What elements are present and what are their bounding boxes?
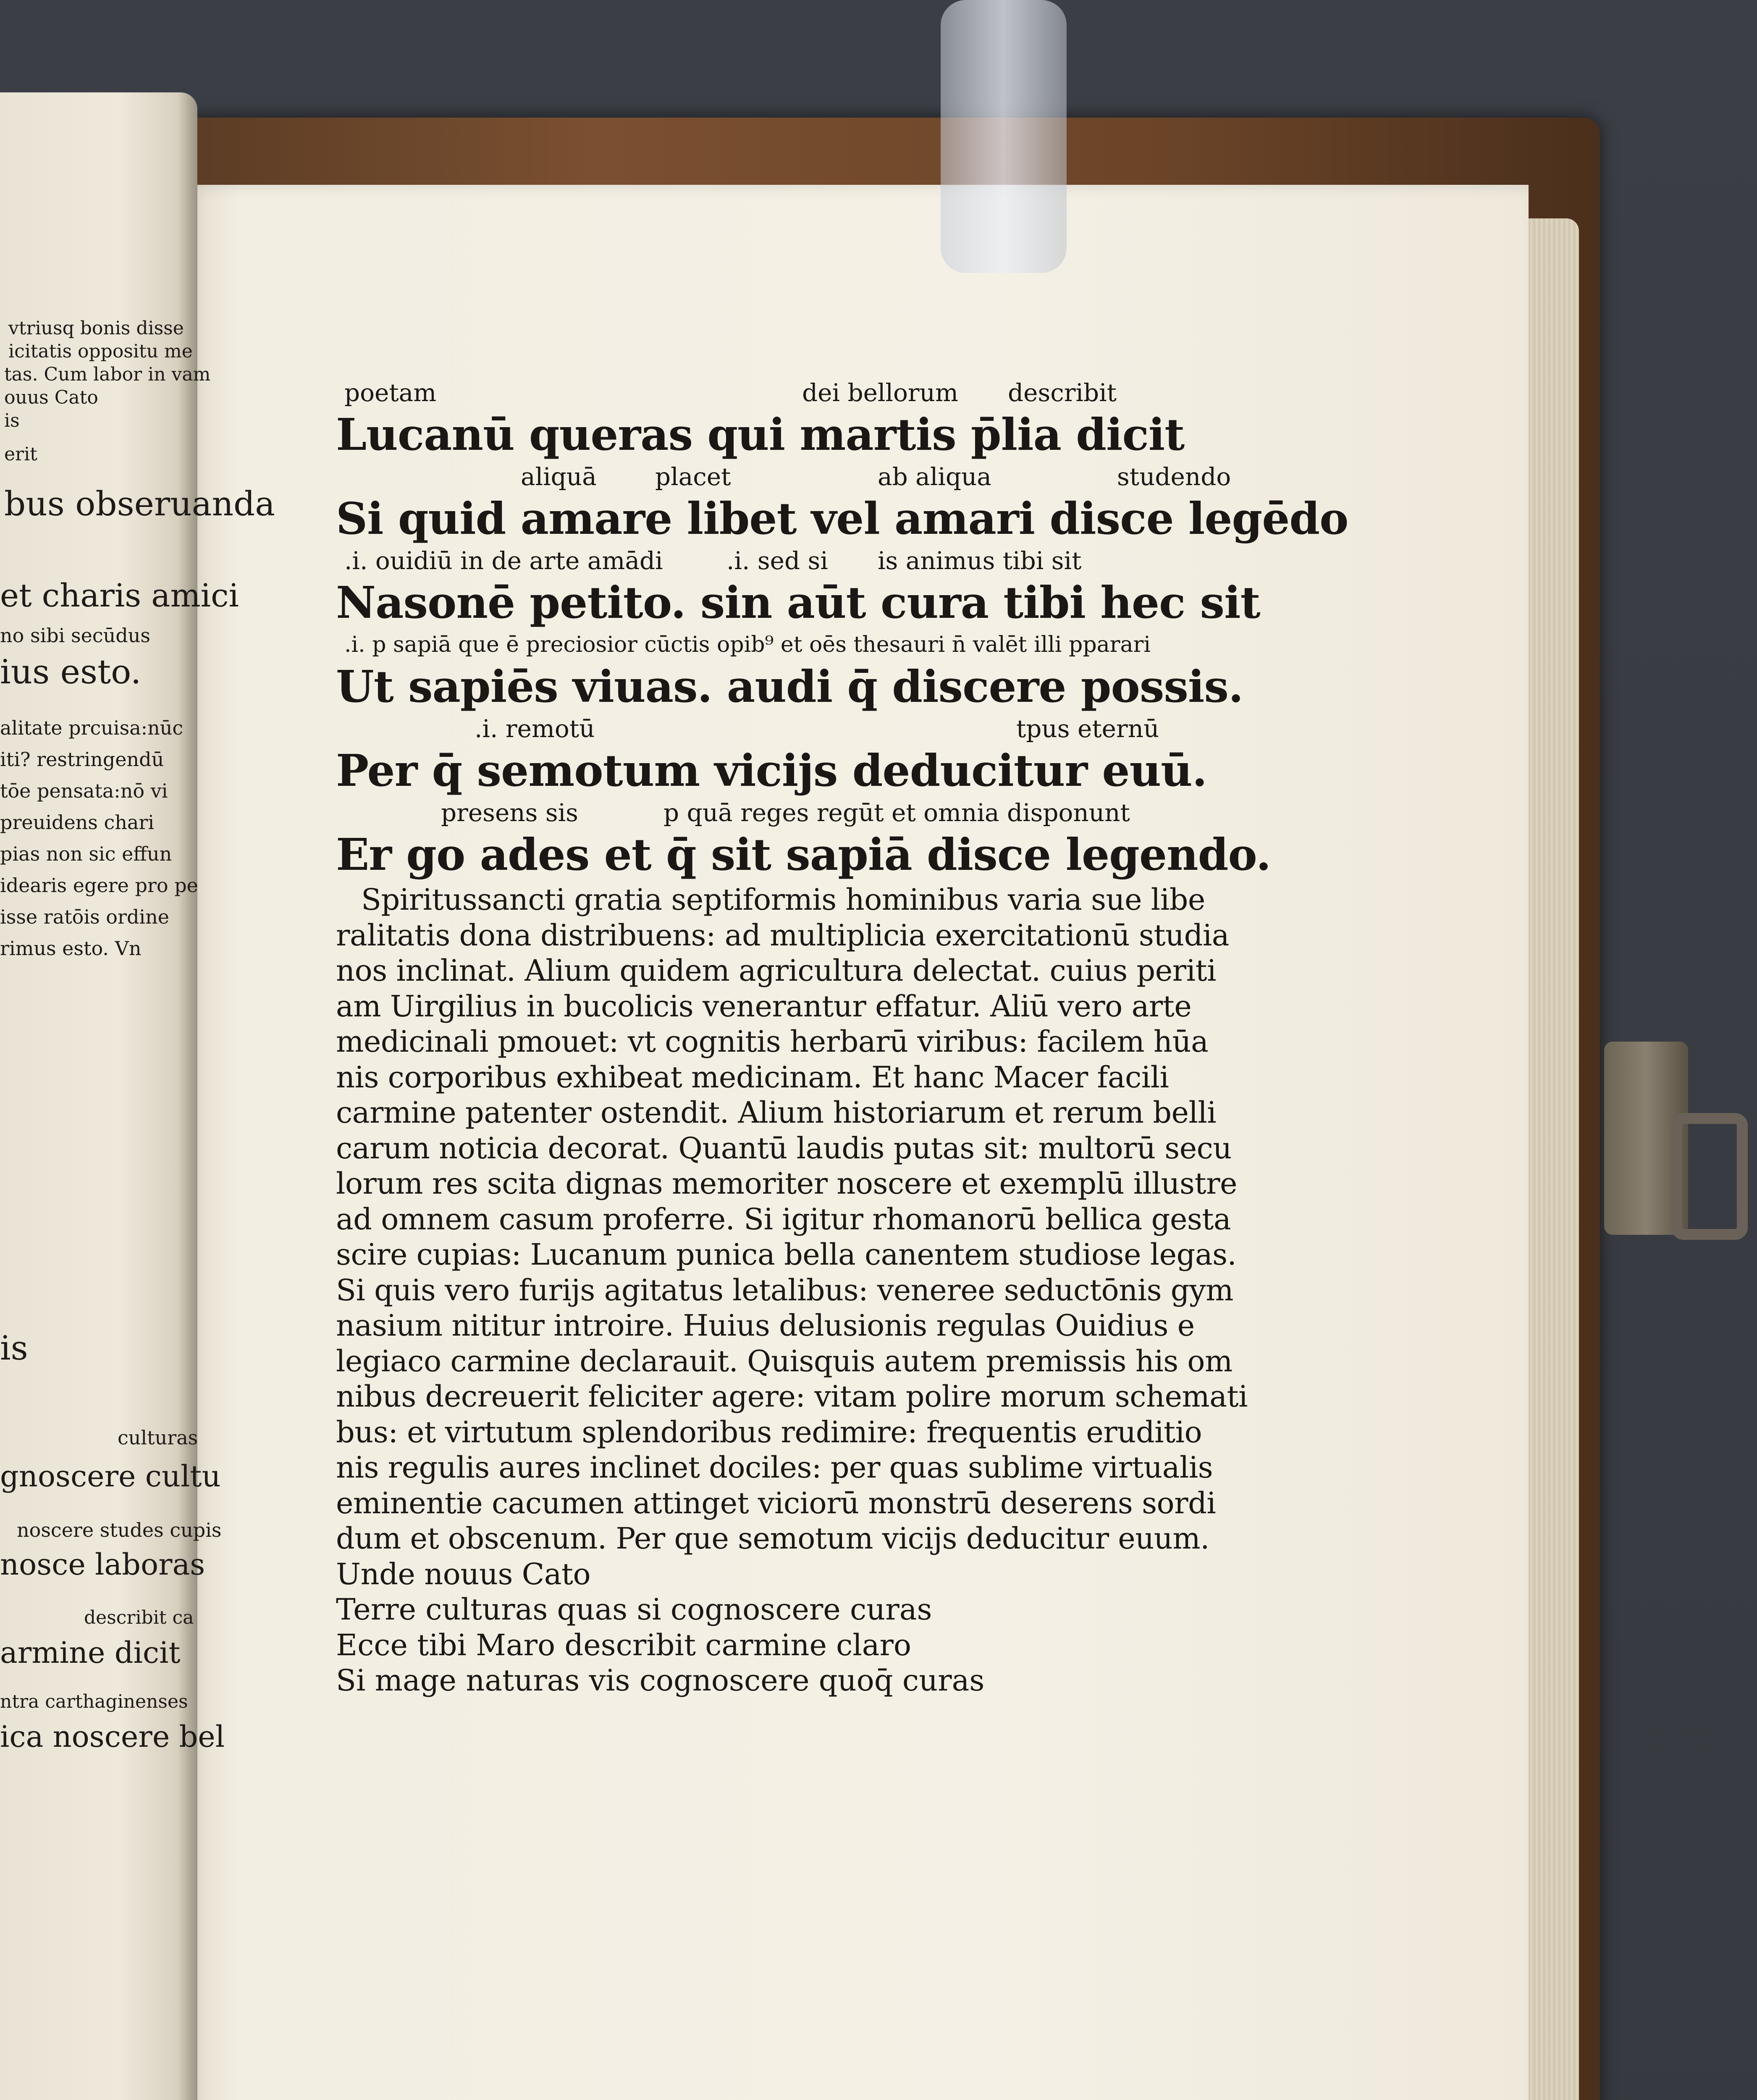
gloss-word: describit — [1008, 378, 1117, 407]
prose-line: lorum res scita dignas memoriter noscere et exemplū illustre — [336, 1166, 1237, 1201]
left-line: et charis amici — [0, 577, 239, 614]
gloss-line — [336, 630, 1260, 659]
gloss-word: ab aliqua — [878, 462, 991, 491]
prose-line: carum noticia decorat. Quantū laudis putas sit: multorū secu — [336, 1131, 1232, 1166]
left-line: vtriusq bonis disse — [8, 318, 184, 339]
gloss-word: is animus tibi sit — [878, 546, 1082, 575]
prose-line: nis corporibus exhibeat medicinam. Et hanc Macer facili — [336, 1060, 1169, 1095]
gloss-line — [336, 462, 1260, 491]
left-line: isse ratōis ordine — [0, 906, 169, 928]
verse-line: Si quid amare libet vel amari disce legēdo — [336, 493, 1348, 544]
prose-line: bus: et virtutum splendoribus redimire: frequentis eruditio — [336, 1415, 1202, 1449]
prose-line: Unde nouus Cato — [336, 1557, 591, 1591]
gloss-word: studendo — [1117, 462, 1231, 491]
prose-line: Si quis vero furijs agitatus letalibus: veneree seductōnis gym — [336, 1273, 1234, 1307]
left-line: erit — [4, 444, 37, 465]
prose-line: dum et obscenum. Per que semotum vicijs deducitur euum. — [336, 1521, 1210, 1556]
verse-line: Per q̄ semotum vicijs deducitur euū. — [336, 745, 1207, 796]
gloss-word: poetam — [344, 378, 437, 407]
left-line: gnoscere cultu — [0, 1459, 221, 1494]
gloss-word: dei bellorum — [802, 378, 958, 407]
left-line: culturas — [118, 1426, 198, 1449]
main-text-block — [336, 378, 1348, 1764]
left-line: pias non sic effun — [0, 843, 172, 865]
prose-line: nis regulis aures inclinet dociles: per quas sublime virtualis — [336, 1450, 1213, 1485]
gloss-word: .i. remotū — [475, 714, 595, 743]
closing-verse: Terre culturas quas si cognoscere curas — [336, 1592, 932, 1627]
left-line: idearis egere pro pe — [0, 874, 198, 897]
left-line: armine dicit — [0, 1635, 181, 1670]
left-line: nosce laboras — [0, 1547, 205, 1582]
prose-line: medicinali pmouet: vt cognitis herbarū viribus: facilem hūa — [336, 1024, 1209, 1059]
verse-line: Ut sapiēs viuas. audi q̄ discere possis. — [336, 661, 1243, 712]
left-page-text — [0, 294, 275, 1806]
gloss-word: presens sis — [441, 798, 578, 827]
left-line: iti? restringendū — [0, 748, 164, 771]
prose-line: nos inclinat. Alium quidem agricultura delectat. cuius periti — [336, 953, 1216, 988]
left-line: describit ca — [84, 1607, 194, 1628]
left-line: is — [0, 1328, 28, 1368]
left-line: noscere studes cupis — [17, 1519, 222, 1541]
gloss-word: p quā reges regūt et omnia disponunt — [663, 798, 1130, 827]
gloss-line — [336, 798, 1260, 827]
prose-line: eminentie cacumen attinget viciorū monstrū deserens sordi — [336, 1486, 1216, 1520]
left-line: alitate prcuisa:nūc — [0, 717, 184, 739]
prose-line: nasium nititur introire. Huius delusionis regulas Ouidius e — [336, 1308, 1195, 1343]
left-line: icitatis oppositu me — [8, 341, 193, 362]
left-line: ica noscere bel — [0, 1719, 225, 1754]
left-line: ntra carthaginenses — [0, 1691, 188, 1712]
left-line: rimus esto. Vn — [0, 937, 142, 960]
left-line: tas. Cum labor in vam — [4, 364, 211, 385]
gloss-word: .i. p sapiā que ē preciosior cūctis opib⁹ et oēs thesauri n̄ valēt illi pparari — [344, 632, 1151, 657]
left-line: tōe pensata:nō vi — [0, 780, 168, 802]
left-line: ouus Cato — [4, 387, 98, 408]
left-line: ius esto. — [0, 652, 142, 691]
prose-line: ralitatis dona distribuens: ad multiplicia exercitationū studia — [336, 918, 1230, 953]
left-line: no sibi secūdus — [0, 624, 150, 647]
gloss-word: .i. ouidiū in de arte amādi — [344, 546, 663, 575]
gloss-word: .i. sed si — [726, 546, 828, 575]
prose-line: ad omnem casum proferre. Si igitur rhomanorū bellica gesta — [336, 1202, 1231, 1236]
verse-line: Er go ades et q̄ sit sapiā disce legendo. — [336, 829, 1271, 880]
left-line: bus obseruanda — [4, 484, 275, 523]
prose-line: am Uirgilius in bucolicis venerantur effatur. Aliū vero arte — [336, 989, 1192, 1024]
gloss-line — [336, 546, 1260, 575]
prose-line: legiaco carmine declarauit. Quisquis autem premissis his om — [336, 1344, 1233, 1378]
gloss-line — [336, 714, 1260, 743]
page-clip-top — [941, 0, 1067, 273]
left-line: is — [4, 410, 20, 431]
verse-line: Nasonē petito. sin aūt cura tibi hec sit — [336, 577, 1260, 628]
verse-line: Lucanū queras qui martis p̄lia dicit — [336, 409, 1185, 460]
gloss-word: tpus eternū — [1016, 714, 1159, 743]
prose-line: Spiritussancti gratia septiformis hominibus varia sue libe — [361, 882, 1205, 917]
prose-line: scire cupias: Lucanum punica bella canentem studiose legas. — [336, 1237, 1237, 1272]
left-line: preuidens chari — [0, 811, 155, 834]
prose-line: carmine patenter ostendit. Alium historiarum et rerum belli — [336, 1095, 1217, 1130]
prose-line: nibus decreuerit feliciter agere: vitam polire morum schemati — [336, 1379, 1248, 1414]
closing-verse: Si mage naturas vis cognoscere quoq̄ curas — [336, 1663, 985, 1698]
gloss-word: placet — [655, 462, 731, 491]
gloss-word: aliquā — [521, 462, 597, 491]
gloss-line — [336, 378, 1260, 407]
closing-verse: Ecce tibi Maro describit carmine claro — [336, 1628, 912, 1662]
clasp-ring — [1671, 1113, 1748, 1240]
